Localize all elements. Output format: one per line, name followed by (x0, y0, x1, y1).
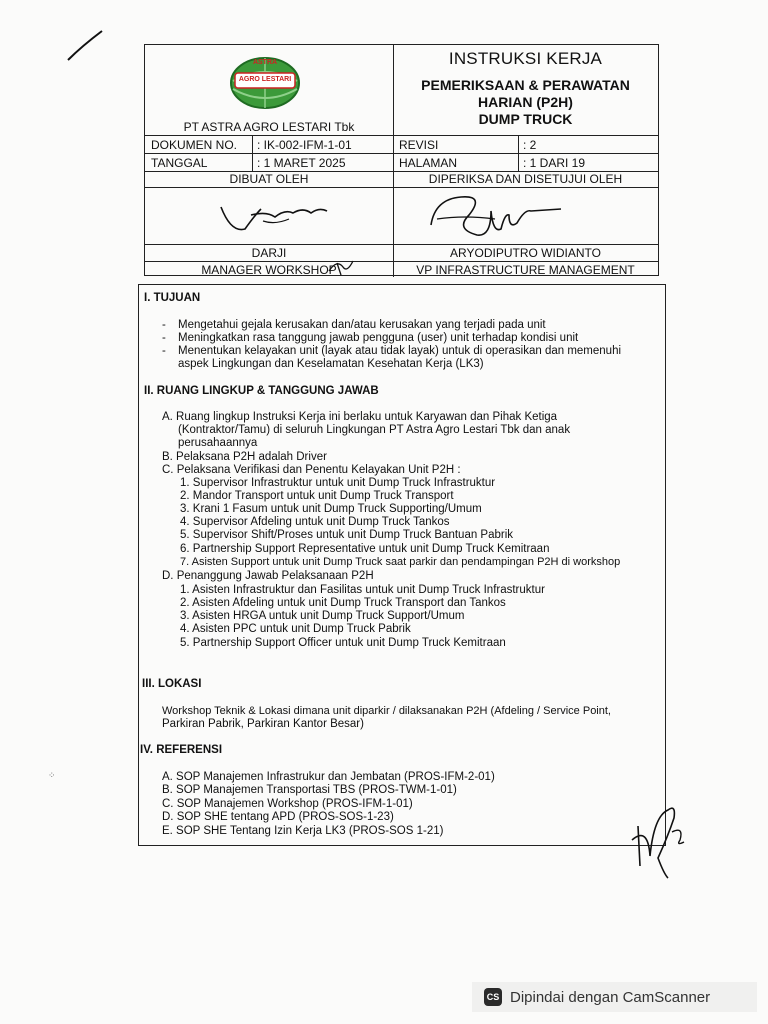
halaman-value: : 1 DARI 19 (523, 156, 586, 170)
ruang-d-item: 5. Partnership Support Officer untuk unit Dump Truck Kemitraan (180, 637, 506, 649)
tujuan-item-continuation: aspek Lingkungan dan Keselamatan Kesehatan Kerja (LK3) (178, 358, 484, 370)
ruang-a-line3: perusahaannya (178, 437, 258, 449)
ruang-d: D. Penanggung Jawab Pelaksanaan P2H (162, 570, 374, 582)
ruang-d-item: 3. Asisten HRGA untuk unit Dump Truck Support/Umum (180, 610, 465, 622)
section-referensi-heading: IV. REFERENSI (140, 744, 223, 756)
camscanner-watermark (472, 982, 757, 1012)
bullet-dash: - (162, 345, 166, 357)
approver-name: ARYODIPUTRO WIDIANTO (450, 246, 601, 260)
approver-signature (425, 189, 565, 245)
logo-text-top: ASTRA (252, 59, 278, 66)
doc-no-value: : IK-002-IFM-1-01 (257, 138, 352, 152)
company-name: PT ASTRA AGRO LESTARI Tbk (183, 120, 355, 134)
referensi-item: A. SOP Manajemen Infrastrukur dan Jembatan (PROS-IFM-2-01) (162, 771, 495, 783)
maker-title: MANAGER WORKSHOP (201, 263, 337, 277)
pen-stroke-mark (62, 28, 106, 64)
ruang-c-item: 3. Krani 1 Fasum untuk unit Dump Truck Supporting/Umum (180, 503, 482, 515)
referensi-item: D. SOP SHE tentang APD (PROS-SOS-1-23) (162, 811, 394, 823)
referensi-item: E. SOP SHE Tentang Izin Kerja LK3 (PROS-SOS 1-21) (162, 825, 444, 837)
ruang-d-item: 2. Asisten Afdeling untuk unit Dump Truck Transport dan Tankos (180, 597, 506, 609)
ruang-c-item: 5. Supervisor Shift/Proses untuk unit Dump Truck Bantuan Pabrik (180, 529, 514, 541)
lokasi-line1: Workshop Teknik & Lokasi dimana unit diparkir / dilaksanakan P2H (Afdeling / Service Point, (162, 705, 611, 717)
tanggal-label: TANGGAL (151, 156, 208, 170)
halaman-label: HALAMAN (399, 156, 458, 170)
tujuan-item: Meningkatkan rasa tanggung jawab pengguna (user) unit terhadap kondisi unit (178, 332, 579, 344)
document-subtitle-line3: DUMP TRUCK (478, 111, 573, 127)
doc-no-label: DOKUMEN NO. (151, 138, 238, 152)
referensi-item: B. SOP Manajemen Transportasi TBS (PROS-TWM-1-01) (162, 784, 457, 796)
approver-title: VP INFRASTRUCTURE MANAGEMENT (416, 263, 635, 277)
maker-signature (215, 195, 335, 239)
ruang-b: B. Pelaksana P2H adalah Driver (162, 451, 327, 463)
diperiksa-label: DIPERIKSA DAN DISETUJUI OLEH (428, 172, 623, 186)
ruang-c-item: 6. Partnership Support Representative untuk unit Dump Truck Kemitraan (180, 543, 550, 555)
document-title: INSTRUKSI KERJA (448, 49, 603, 68)
ruang-a-line1: A. Ruang lingkup Instruksi Kerja ini berlaku untuk Karyawan dan Pihak Ketiga (162, 411, 558, 423)
ruang-d-item: 4. Asisten PPC untuk unit Dump Truck Pabrik (180, 623, 411, 635)
section-lokasi-heading: III. LOKASI (142, 678, 202, 690)
ruang-c-item: 7. Asisten Support untuk unit Dump Truck saat parkir dan pendampingan P2H di workshop (180, 556, 621, 568)
tujuan-item: Mengetahui gejala kerusakan dan/atau kerusakan yang terjadi pada unit (178, 319, 546, 331)
ruang-d-item: 1. Asisten Infrastruktur dan Fasilitas untuk unit Dump Truck Infrastruktur (180, 584, 545, 596)
bullet-dash: - (162, 319, 166, 331)
revisi-value: : 2 (523, 138, 537, 152)
logo-text-bottom: AGRO LESTARI (238, 76, 292, 83)
camscanner-icon: CS (484, 988, 502, 1006)
maker-name: DARJI (251, 246, 287, 260)
section-ruang-lingkup-heading: II. RUANG LINGKUP & TANGGUNG JAWAB (144, 385, 379, 397)
document-subtitle-line1: PEMERIKSAAN & PERAWATAN (421, 77, 630, 93)
ruang-a-line2: (Kontraktor/Tamu) di seluruh Lingkungan PT Astra Agro Lestari Tbk dan anak (178, 424, 571, 436)
dibuat-oleh-label: DIBUAT OLEH (229, 172, 309, 186)
tujuan-item: Menentukan kelayakan unit (layak atau tidak layak) untuk di operasikan dan memenuhi (178, 345, 622, 357)
lokasi-line2: Parkiran Pabrik, Parkiran Kantor Besar) (162, 718, 364, 730)
document-header-table (144, 44, 659, 276)
referensi-item: C. SOP Manajemen Workshop (PROS-IFM-1-01) (162, 798, 413, 810)
margin-initial-signature (628, 796, 688, 880)
bullet-dash: - (162, 332, 166, 344)
ruang-c: C. Pelaksana Verifikasi dan Penentu Kelayakan Unit P2H : (162, 464, 461, 476)
revisi-label: REVISI (399, 138, 439, 152)
ruang-c-item: 2. Mandor Transport untuk unit Dump Truck Transport (180, 490, 454, 502)
document-subtitle-line2: HARIAN (P2H) (478, 94, 573, 110)
scan-speck: ⁘ (48, 770, 56, 780)
ruang-c-item: 4. Supervisor Afdeling untuk unit Dump Truck Tankos (180, 516, 450, 528)
camscanner-text: Dipindai dengan CamScanner (510, 988, 711, 1006)
tanggal-value: : 1 MARET 2025 (257, 156, 346, 170)
section-tujuan-heading: I. TUJUAN (144, 292, 201, 304)
initial-mark (327, 257, 357, 277)
ruang-c-item: 1. Supervisor Infrastruktur untuk unit Dump Truck Infrastruktur (180, 477, 496, 489)
